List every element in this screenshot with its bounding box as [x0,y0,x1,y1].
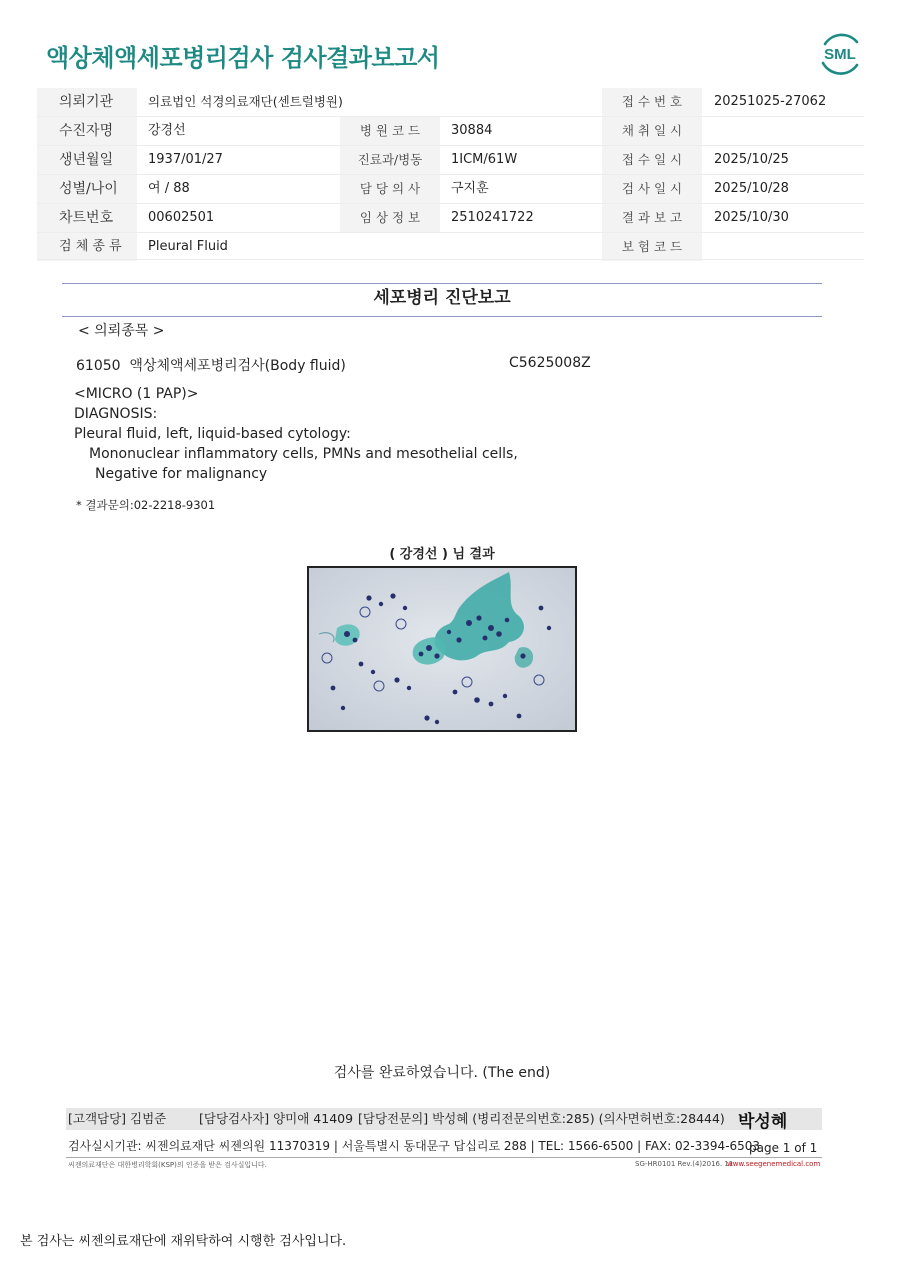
value-insurance-code [714,233,864,261]
sml-logo [817,30,863,76]
value-result-report-date: 2025/10/30 [714,210,789,225]
result-image-caption: ( 강경선 ) 님 결과 [389,547,495,562]
footer-divider [66,1157,822,1158]
label-collection-date: 채 취 일 시 [602,117,702,145]
diagnosis-line-2: Mononuclear inflammatory cells, PMNs and mesothelial cells, [89,446,518,462]
page-number: page 1 of 1 [749,1141,818,1155]
label-patient-name: 수진자명 [37,117,137,145]
value-clinical-info: 2510241722 [451,210,534,225]
value-specimen-type: Pleural Fluid [148,239,228,254]
label-accession-number: 접 수 번 호 [602,88,702,116]
report-title: 액상체액세포병리검사 검사결과보고서 [46,44,440,72]
value-received-date: 2025/10/25 [714,152,789,167]
certification-note: 씨젠의료재단은 대한병리학회(KSP)의 인증을 받은 검사실입니다. [68,1161,267,1169]
label-specimen-type: 검 체 종 류 [37,233,137,261]
diagnosis-line-1: Pleural fluid, left, liquid-based cytology: [74,426,351,442]
patient-info-table [37,88,864,260]
label-sex-age: 성별/나이 [37,175,137,203]
value-requesting-institution: 의료법인 석경의료재단(센트럴병원) [148,94,343,109]
value-hospital-code: 30884 [451,123,493,138]
diagnosis-report-title: 세포병리 진단보고 [373,288,511,308]
label-attending-doctor: 담 당 의 사 [340,175,440,203]
value-chart-number: 00602501 [148,210,215,225]
pathologist-signature: 박성혜 [738,1112,788,1132]
value-sex-age: 여 / 88 [148,181,190,196]
label-clinical-info: 임 상 정 보 [340,204,440,232]
label-received-date: 접 수 일 시 [602,146,702,174]
label-result-report-date: 결 과 보 고 [602,204,702,232]
cytology-micrograph [307,566,577,732]
value-patient-name: 강경선 [148,123,186,138]
seegene-url: www.seegenemedical.com [727,1160,821,1168]
pathologist: [담당전문의] 박성혜 (병리전문의번호:285) (의사면허번호:28444) [358,1111,725,1126]
label-chart-number: 차트번호 [37,204,137,232]
end-of-report: 검사를 완료하였습니다. (The end) [333,1065,551,1081]
value-attending-doctor: 구지훈 [451,181,489,196]
order-code-name: 61050 액상체액세포병리검사(Body fluid) [76,358,346,374]
label-requesting-institution: 의뢰기관 [37,88,137,116]
value-collection-date [714,117,864,145]
label-hospital-code: 병 원 코 드 [340,117,440,145]
testing-institution: 검사실시기관: 씨젠의료재단 씨젠의원 11370319 | 서울특별시 동대문구 답십리로 288 | TEL: 1566-6500 | FAX: 02-3394-6503 [68,1139,761,1153]
diagnosis-report-header [62,283,822,317]
value-birth-date: 1937/01/27 [148,152,223,167]
value-department-ward: 1ICM/61W [451,152,518,167]
diagnosis-label: DIAGNOSIS: [74,406,158,422]
value-test-date: 2025/10/28 [714,181,789,196]
label-birth-date: 생년월일 [37,146,137,174]
order-heading: < 의뢰종목 > [78,323,165,339]
value-accession-number: 20251025-27062 [714,94,827,109]
result-contact: * 결과문의:02-2218-9301 [76,498,216,512]
order-id: C5625008Z [509,355,591,371]
customer-manager: [고객담당] 김범준 [68,1111,167,1126]
diagnosis-line-3: Negative for malignancy [95,466,268,482]
label-department-ward: 진료과/병동 [340,146,440,174]
logo-text: SML [824,46,856,63]
lab-technician: [담당검사자] 양미애 41409 [199,1111,354,1126]
outsourcing-note: 본 검사는 씨젠의료재단에 재위탁하여 시행한 검사입니다. [20,1234,347,1249]
label-test-date: 검 사 일 시 [602,175,702,203]
label-insurance-code: 보 험 코 드 [602,233,702,261]
micro-label: <MICRO (1 PAP)> [74,386,199,402]
form-code: SG-HR0101 Rev.(4)2016. 11 [635,1160,734,1168]
